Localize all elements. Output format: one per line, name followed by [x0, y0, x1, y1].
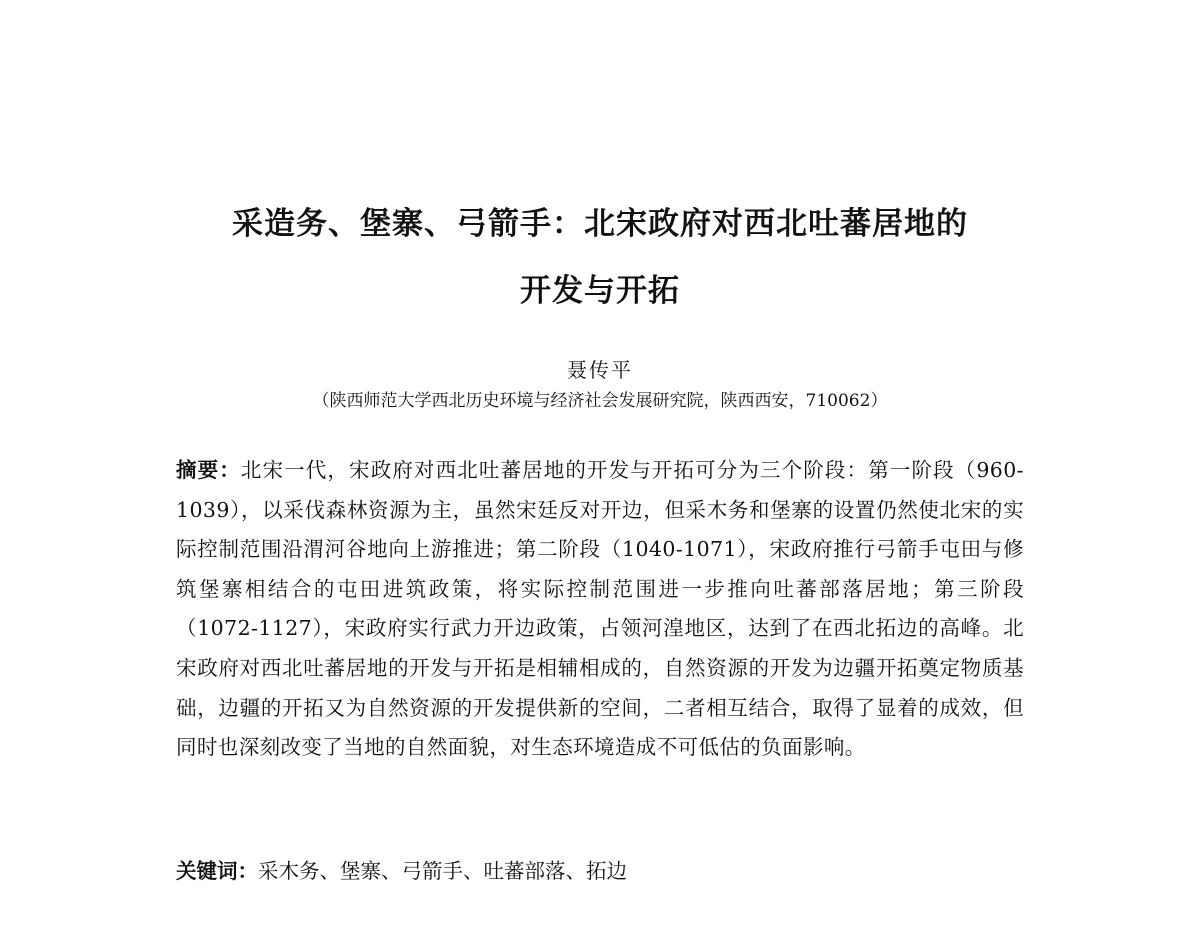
keywords-label: 关键词：	[176, 859, 258, 883]
author-name: 聂传平	[567, 358, 633, 382]
abstract-text: 北宋一代，宋政府对西北吐蕃居地的开发与开拓可分为三个阶段：第一阶段（960-1039），以采伐森林资源为主，虽然宋廷反对开边，但采木务和堡寨的设置仍然使北宋的实际控制范围沿渭河谷地向上游推进；第二阶段（1040-1071），宋政府推行弓箭手屯田与修筑堡寨相结合的屯田进筑政策，将实际控制范围进一步推向吐蕃部落居地；第三阶段（1072-1127），宋政府实行武力开边政策，占领河湟地区，达到了在西北拓边的高峰。北宋政府对西北吐蕃居地的开发与开拓是相辅相成的，自然资源的开发为边疆开拓奠定物质基础，边疆的开拓又为自然资源的开发提供新的空间，二者相互结合，取得了显着的成效，但同时也深刻改变了当地的自然面貌，对生态环境造成不可低估的负面影响。	[176, 458, 1024, 760]
paper-title-line-2: 开发与开拓	[520, 273, 680, 309]
abstract	[176, 451, 1024, 768]
paper-title-line-1: 采造务、堡寨、弓箭手：北宋政府对西北吐蕃居地的	[232, 206, 968, 242]
keywords-text: 采木务、堡寨、弓箭手、吐蕃部落、拓边	[258, 859, 627, 883]
author-affiliation: （陕西师范大学西北历史环境与经济社会发展研究院，陕西西安，710062）	[312, 391, 888, 411]
abstract-label: 摘要：	[176, 458, 241, 482]
keywords	[176, 856, 1024, 886]
